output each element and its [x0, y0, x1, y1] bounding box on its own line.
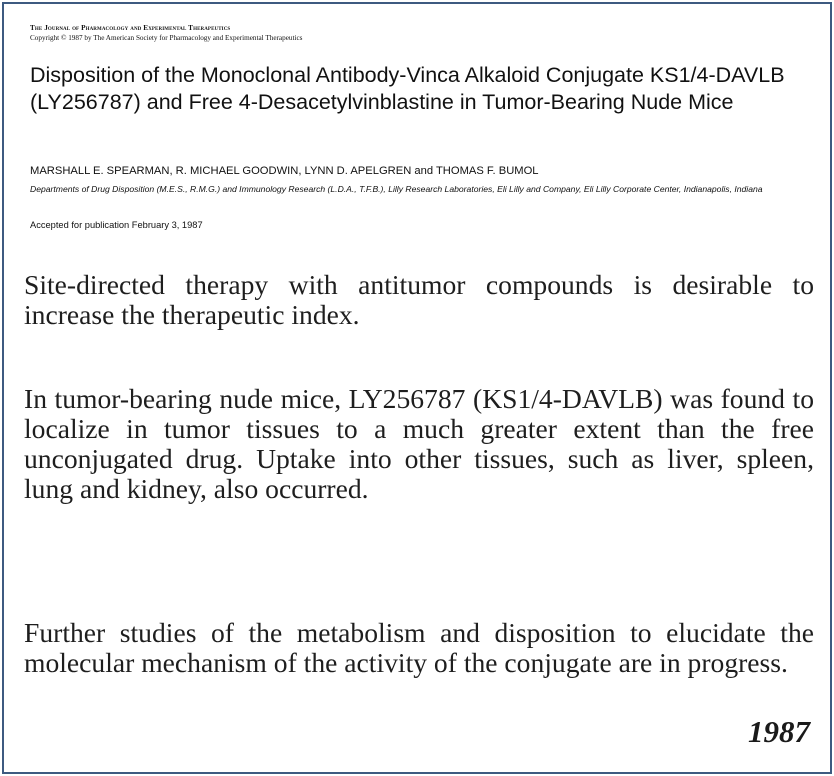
affiliation: Departments of Drug Disposition (M.E.S., R.M.G.) and Immunology Research (L.D.A., T.F.B.), Lilly Research Laboratories, Eli Lilly and Company, Eli Lilly Corporate Center, Indianapolis, Indiana [30, 184, 763, 194]
article-title: Disposition of the Monoclonal Antibody-Vinca Alkaloid Conjugate KS1/4-DAVLB (LY256787) and Free 4-Desacetylvinblastine in Tumor-Bearing Nude Mice [30, 63, 785, 114]
accepted-date: Accepted for publication February 3, 1987 [30, 220, 203, 230]
summary-paragraph-3: Further studies of the metabolism and disposition to elucidate the molecular mechanism of the activity of the conjugate are in progress. [24, 617, 814, 678]
journal-name: The Journal of Pharmacology and Experimental Therapeutics [30, 24, 231, 32]
author-list: MARSHALL E. SPEARMAN, R. MICHAEL GOODWIN, LYNN D. APELGREN and THOMAS F. BUMOL [30, 165, 539, 177]
summary-paragraph-1: Site-directed therapy with antitumor compounds is desirable to increase the therapeutic index. [24, 269, 814, 330]
year-label: 1987 [748, 714, 810, 749]
copyright-line: Copyright © 1987 by The American Society for Pharmacology and Experimental Therapeutics [30, 34, 303, 42]
summary-paragraph-2: In tumor-bearing nude mice, LY256787 (KS1/4-DAVLB) was found to localize in tumor tissues to a much greater extent than the free unconjugated drug. Uptake into other tissues, such as liver, spleen, lung and kidney, also occurred. [24, 383, 814, 504]
card-frame [2, 2, 832, 774]
